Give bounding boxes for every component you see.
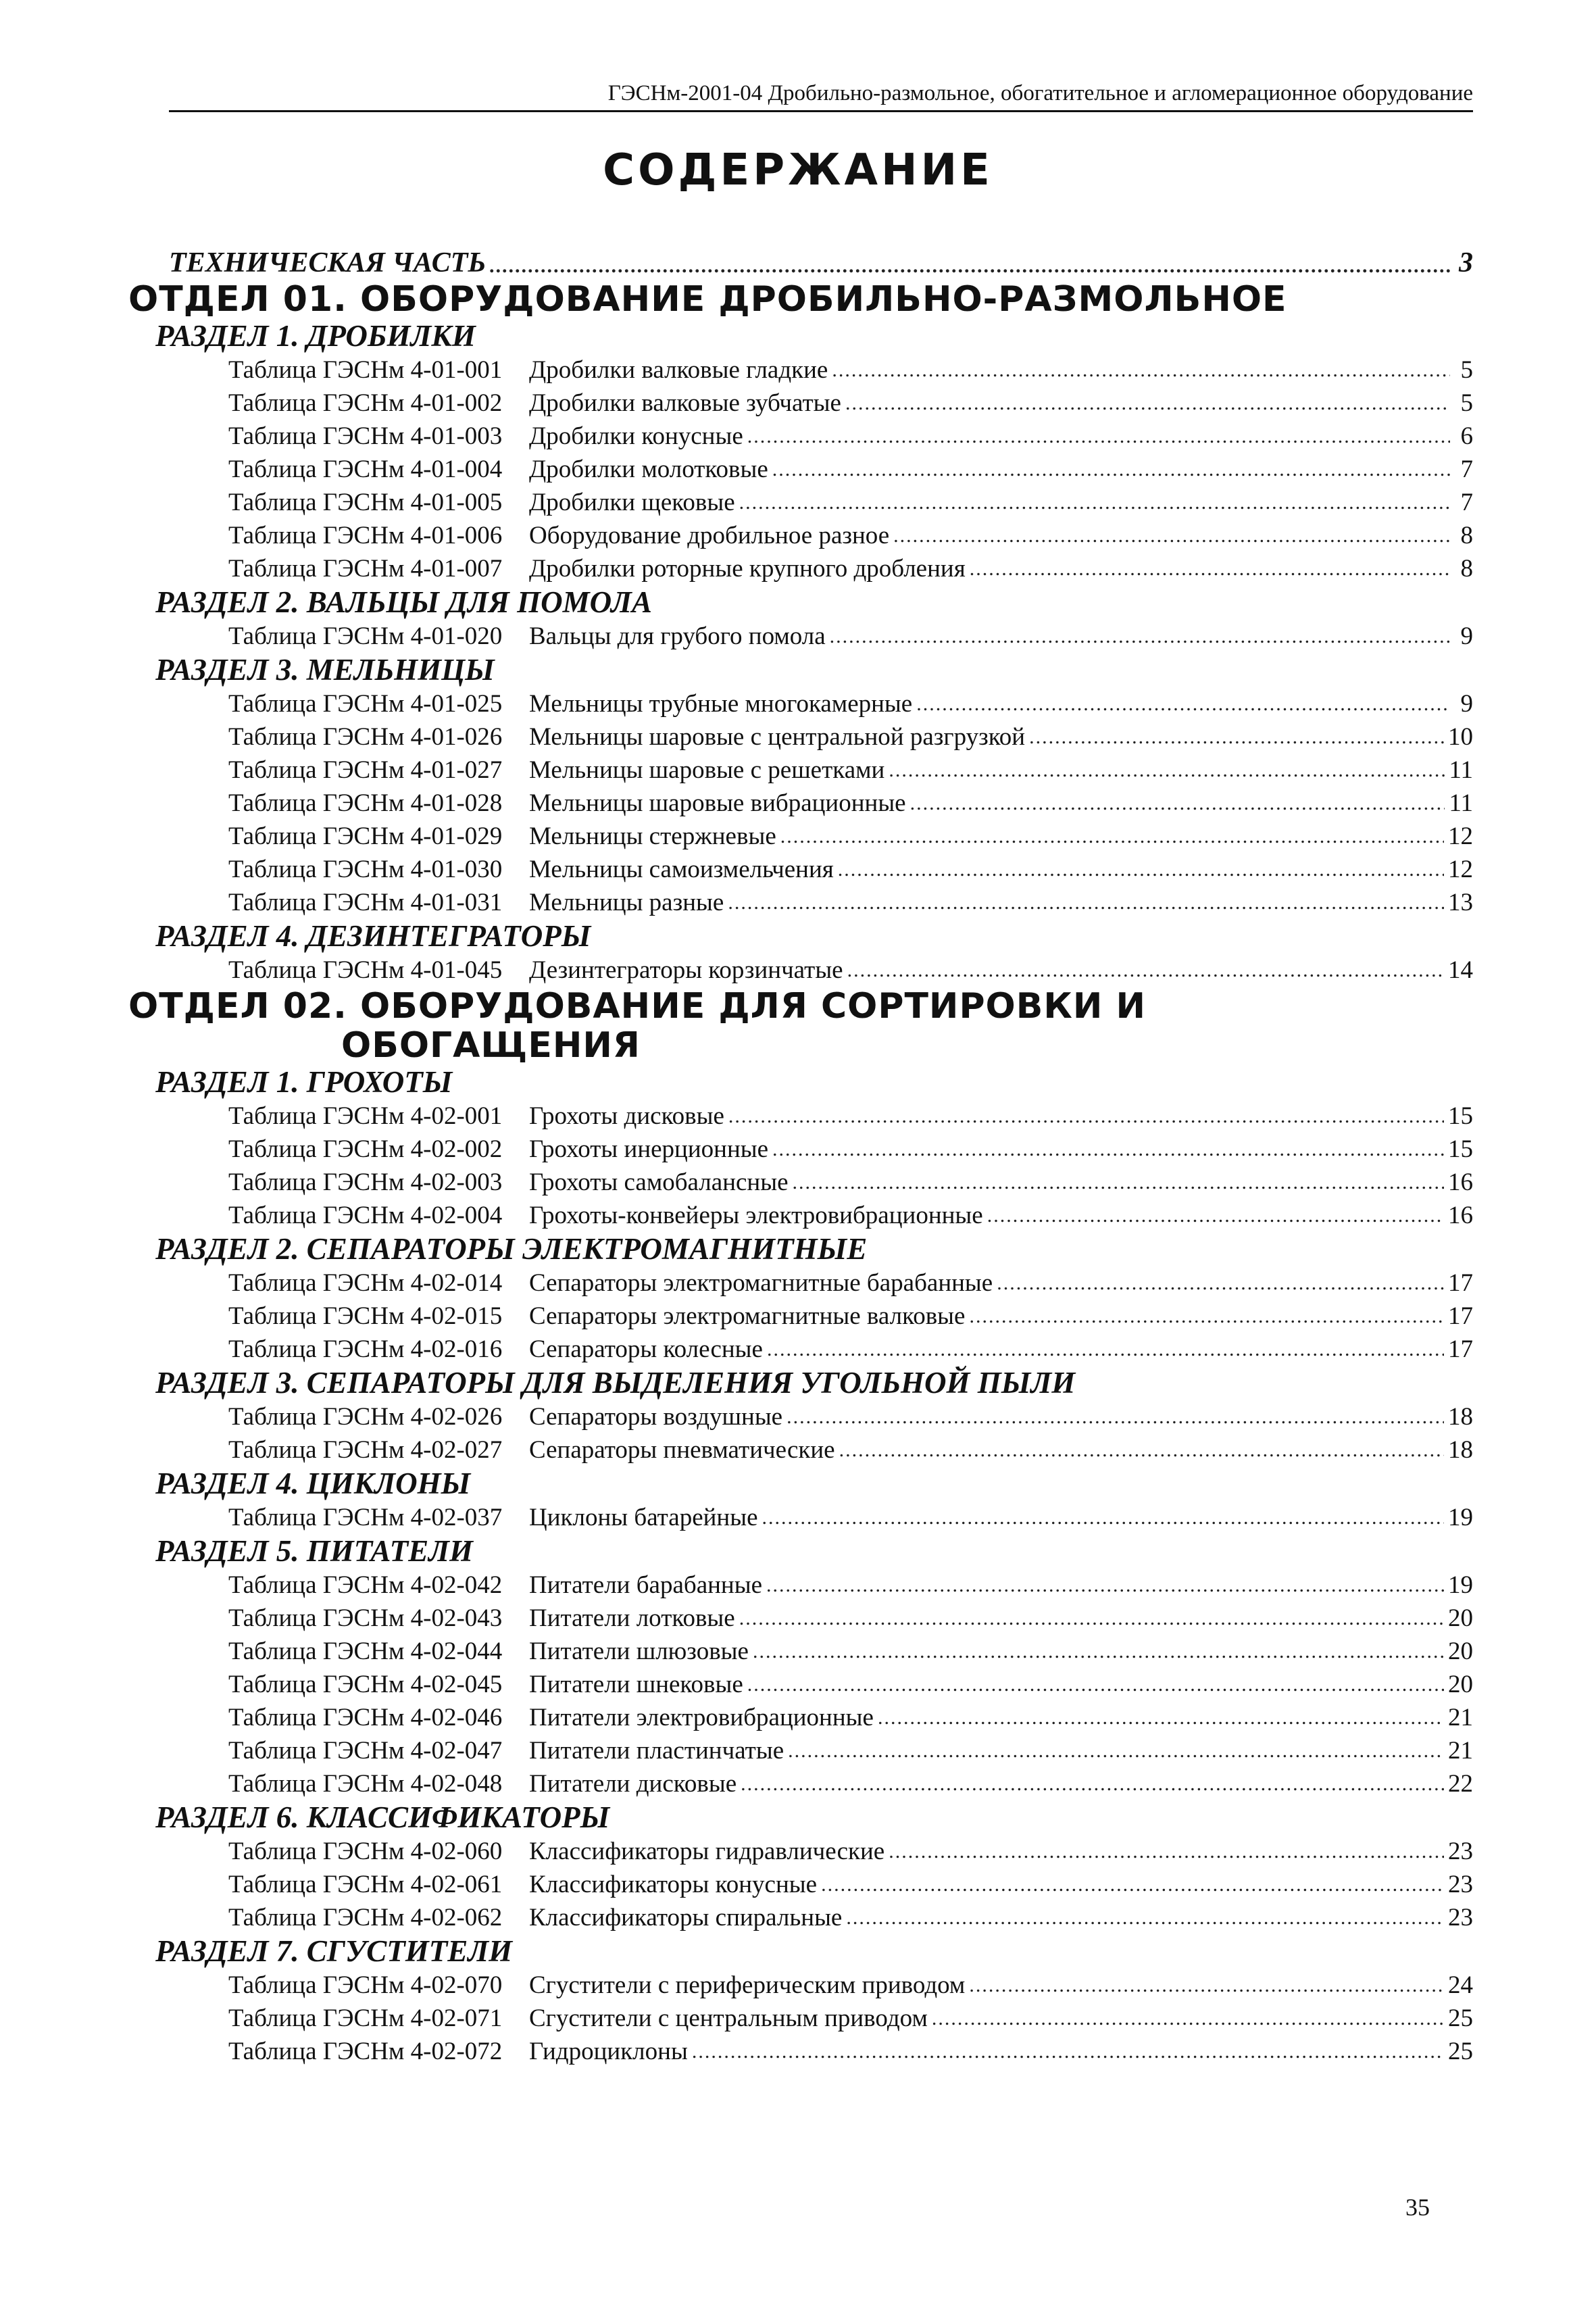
toc-page-ref: 18 [1448, 1403, 1473, 1431]
toc-entry-table-code: Таблица ГЭСНм 4-01-020 [228, 622, 503, 650]
toc-dot-leader [741, 1767, 1444, 1800]
subsection-heading-razdel[interactable]: РАЗДЕЛ 4. ДЕЗИНТЕГРАТОРЫ [155, 919, 591, 953]
toc-entry[interactable] [169, 2035, 1473, 2068]
toc-entry-title: Грохоты дисковые [529, 1102, 724, 1130]
toc-entry[interactable] [169, 1901, 1473, 1934]
toc-dot-leader [772, 1133, 1444, 1166]
toc-dot-leader [846, 1901, 1444, 1934]
toc-dot-leader [845, 387, 1450, 420]
toc-page-ref: 7 [1460, 456, 1473, 483]
toc-page-ref: 21 [1448, 1704, 1473, 1731]
toc-entry[interactable] [169, 1569, 1473, 1602]
toc-entry[interactable] [169, 453, 1473, 486]
toc-entry-title: Сгустители с центральным приводом [529, 2004, 928, 2032]
toc-entry[interactable] [169, 2002, 1473, 2035]
toc-dot-leader [753, 1635, 1444, 1668]
toc-entry[interactable] [169, 1400, 1473, 1433]
toc-entry-title: Сепараторы электромагнитные барабанные [529, 1269, 993, 1297]
toc-dot-leader [728, 886, 1444, 919]
subsection-heading-razdel[interactable]: РАЗДЕЛ 6. КЛАССИФИКАТОРЫ [155, 1800, 610, 1834]
toc-page-ref: 18 [1448, 1436, 1473, 1464]
toc-entry-title: Дробилки роторные крупного дробления [529, 555, 966, 583]
toc-dot-leader [767, 1333, 1444, 1366]
toc-technical-part-label: ТЕХНИЧЕСКАЯ ЧАСТЬ [169, 247, 487, 278]
toc-entry-title: Мельницы шаровые с центральной разгрузкой [529, 723, 1026, 751]
toc-entry-table-code: Таблица ГЭСНм 4-01-001 [228, 356, 503, 384]
toc-page-ref: 20 [1448, 1671, 1473, 1698]
toc-entry[interactable] [169, 787, 1473, 820]
toc-entry-table-code: Таблица ГЭСНм 4-01-029 [228, 822, 503, 850]
subsection-heading-razdel[interactable]: РАЗДЕЛ 4. ЦИКЛОНЫ [155, 1467, 471, 1500]
toc-entry-table-code: Таблица ГЭСНм 4-02-047 [228, 1737, 503, 1765]
toc-dot-leader [932, 2002, 1444, 2035]
toc-entry-title: Грохоты-конвейеры электровибрационные [529, 1202, 983, 1229]
toc-entry-table-code: Таблица ГЭСНм 4-01-006 [228, 522, 503, 549]
toc-entry-table-code: Таблица ГЭСНм 4-02-061 [228, 1871, 503, 1898]
toc-entry-title: Классификаторы гидравлические [529, 1838, 885, 1865]
toc-entry-table-code: Таблица ГЭСНм 4-02-002 [228, 1135, 503, 1163]
toc-entry-table-code: Таблица ГЭСНм 4-01-005 [228, 489, 503, 516]
toc-dot-leader [728, 1100, 1444, 1133]
toc-entry-title: Циклоны батарейные [529, 1504, 758, 1531]
toc-entry-title: Оборудование дробильное разное [529, 522, 890, 549]
toc-dot-leader [762, 1501, 1444, 1534]
toc-dot-leader [787, 1400, 1444, 1433]
toc-entry-table-code: Таблица ГЭСНм 4-02-003 [228, 1168, 503, 1196]
subsection-heading-razdel[interactable]: РАЗДЕЛ 2. СЕПАРАТОРЫ ЭЛЕКТРОМАГНИТНЫЕ [155, 1232, 868, 1266]
toc-entry-table-code: Таблица ГЭСНм 4-02-015 [228, 1302, 503, 1330]
toc-page-ref: 25 [1448, 2038, 1473, 2065]
toc-entry[interactable] [169, 353, 1473, 387]
toc-dot-leader [772, 453, 1450, 486]
toc-dot-leader [889, 1835, 1444, 1868]
section-heading-otdel[interactable]: ОБОГАЩЕНИЯ [341, 1025, 641, 1066]
toc-dot-leader [830, 620, 1450, 653]
toc-entry[interactable] [169, 1969, 1473, 2002]
toc-page-ref: 10 [1448, 723, 1473, 751]
toc-entry[interactable] [169, 387, 1473, 420]
toc-entry-table-code: Таблица ГЭСНм 4-02-060 [228, 1838, 503, 1865]
toc-entry-title: Классификаторы конусные [529, 1871, 818, 1898]
toc-entry-title: Сепараторы воздушные [529, 1403, 783, 1431]
toc-entry-title: Дезинтеграторы корзинчатые [529, 956, 843, 984]
subsection-heading-razdel[interactable]: РАЗДЕЛ 3. СЕПАРАТОРЫ ДЛЯ ВЫДЕЛЕНИЯ УГОЛЬНОЙ ПЫЛИ [155, 1366, 1076, 1400]
toc-entry-title: Питатели шнековые [529, 1671, 743, 1698]
toc-entry[interactable] [169, 1166, 1473, 1199]
toc-dot-leader [969, 1969, 1444, 2002]
toc-entry[interactable] [169, 1602, 1473, 1635]
toc-entry[interactable] [169, 1835, 1473, 1868]
toc-body [128, 279, 1473, 2068]
toc-entry-table-code: Таблица ГЭСНм 4-02-044 [228, 1638, 503, 1665]
toc-entry-table-code: Таблица ГЭСНм 4-02-072 [228, 2038, 503, 2065]
toc-page-ref: 13 [1448, 889, 1473, 916]
toc-entry-table-code: Таблица ГЭСНм 4-01-027 [228, 756, 503, 784]
toc-entry-title: Мельницы шаровые с решетками [529, 756, 885, 784]
toc-dot-leader [847, 954, 1444, 987]
running-header: ГЭСНм-2001-04 Дробильно-размольное, обогатительное и агломерационное оборудование [169, 81, 1473, 112]
toc-page-ref: 23 [1448, 1904, 1473, 1931]
toc-entry-table-code: Таблица ГЭСНм 4-02-001 [228, 1102, 503, 1130]
toc-entry-table-code: Таблица ГЭСНм 4-01-028 [228, 789, 503, 817]
subsection-heading-razdel[interactable]: РАЗДЕЛ 2. ВАЛЬЦЫ ДЛЯ ПОМОЛА [155, 585, 652, 619]
toc-entry-title: Классификаторы спиральные [529, 1904, 843, 1931]
toc-page-ref: 15 [1448, 1102, 1473, 1130]
toc-dot-leader [739, 486, 1450, 519]
toc-entry-title: Питатели дисковые [529, 1770, 737, 1798]
toc-page-ref: 9 [1460, 622, 1473, 650]
toc-entry-table-code: Таблица ГЭСНм 4-02-037 [228, 1504, 503, 1531]
toc-entry-table-code: Таблица ГЭСНм 4-01-026 [228, 723, 503, 751]
toc-entry-table-code: Таблица ГЭСНм 4-01-030 [228, 856, 503, 883]
toc-entry[interactable] [169, 1701, 1473, 1734]
toc-entry-title: Питатели лотковые [529, 1604, 735, 1632]
toc-entry-table-code: Таблица ГЭСНм 4-02-042 [228, 1571, 503, 1599]
toc-entry[interactable] [169, 687, 1473, 720]
toc-page-ref: 17 [1448, 1335, 1473, 1363]
toc-dot-leader [747, 1668, 1444, 1701]
toc-technical-part[interactable] [169, 247, 1473, 280]
toc-entry-title: Грохоты самобалансные [529, 1168, 789, 1196]
toc-entry[interactable] [169, 1501, 1473, 1534]
subsection-heading-razdel[interactable]: РАЗДЕЛ 7. СГУСТИТЕЛИ [155, 1934, 513, 1968]
toc-entry-table-code: Таблица ГЭСНм 4-02-043 [228, 1604, 503, 1632]
toc-page-ref: 23 [1448, 1838, 1473, 1865]
toc-page-ref: 5 [1460, 356, 1473, 384]
toc-dot-leader [916, 687, 1450, 720]
toc-entry[interactable] [169, 1635, 1473, 1668]
toc-page-ref: 12 [1448, 856, 1473, 883]
toc-page-ref: 17 [1448, 1302, 1473, 1330]
toc-page-ref: 6 [1460, 422, 1473, 450]
toc-entry-title: Мельницы шаровые вибрационные [529, 789, 906, 817]
toc-dot-leader [1029, 720, 1444, 754]
toc-dot-leader [739, 1602, 1444, 1635]
toc-entry-table-code: Таблица ГЭСНм 4-01-031 [228, 889, 503, 916]
toc-entry-title: Сгустители с периферическим приводом [529, 1971, 966, 1999]
subsection-heading-razdel[interactable]: РАЗДЕЛ 3. МЕЛЬНИЦЫ [155, 653, 495, 687]
subsection-heading-razdel[interactable]: РАЗДЕЛ 1. ГРОХОТЫ [155, 1065, 453, 1099]
toc-dot-leader [490, 253, 1450, 280]
toc-entry-table-code: Таблица ГЭСНм 4-02-071 [228, 2004, 503, 2032]
toc-dot-leader [910, 787, 1445, 820]
toc-entry[interactable] [169, 820, 1473, 853]
toc-page-ref: 19 [1448, 1571, 1473, 1599]
toc-page-ref: 11 [1449, 756, 1473, 784]
toc-dot-leader [889, 754, 1445, 787]
toc-entry-table-code: Таблица ГЭСНм 4-02-027 [228, 1436, 503, 1464]
toc-entry[interactable] [169, 420, 1473, 453]
toc-entry-table-code: Таблица ГЭСНм 4-02-062 [228, 1904, 503, 1931]
toc-entry[interactable] [169, 1767, 1473, 1800]
toc-entry[interactable] [169, 954, 1473, 987]
toc-entry[interactable] [169, 1433, 1473, 1467]
toc-entry-title: Дробилки молотковые [529, 456, 768, 483]
toc-entry-table-code: Таблица ГЭСНм 4-02-070 [228, 1971, 503, 1999]
toc-dot-leader [969, 1300, 1444, 1333]
toc-dot-leader [970, 552, 1450, 585]
toc-entry-title: Сепараторы пневматические [529, 1436, 835, 1464]
toc-page-ref: 20 [1448, 1604, 1473, 1632]
toc-entry-table-code: Таблица ГЭСНм 4-02-045 [228, 1671, 503, 1698]
toc-entry[interactable] [169, 1734, 1473, 1767]
toc-page-ref: 24 [1448, 1971, 1473, 1999]
toc-entry-table-code: Таблица ГЭСНм 4-02-016 [228, 1335, 503, 1363]
toc-page-ref: 3 [1459, 247, 1473, 278]
toc-dot-leader [878, 1701, 1444, 1734]
toc-entry[interactable] [169, 754, 1473, 787]
toc-page-ref: 11 [1449, 789, 1473, 817]
toc-entry-table-code: Таблица ГЭСНм 4-02-004 [228, 1202, 503, 1229]
toc-entry-title: Мельницы разные [529, 889, 724, 916]
toc-page-ref: 17 [1448, 1269, 1473, 1297]
toc-entry-title: Сепараторы колесные [529, 1335, 763, 1363]
toc-dot-leader [747, 420, 1450, 453]
toc-entry-title: Питатели шлюзовые [529, 1638, 749, 1665]
toc-entry[interactable] [169, 620, 1473, 653]
toc-entry[interactable] [169, 1100, 1473, 1133]
toc-entry-title: Питатели пластинчатые [529, 1737, 784, 1765]
toc-entry-table-code: Таблица ГЭСНм 4-01-045 [228, 956, 503, 984]
toc-page-ref: 25 [1448, 2004, 1473, 2032]
toc-entry[interactable] [169, 853, 1473, 886]
toc-entry[interactable] [169, 552, 1473, 585]
toc-entry-title: Дробилки щековые [529, 489, 735, 516]
toc-dot-leader [766, 1569, 1444, 1602]
toc-dot-leader [839, 1433, 1444, 1467]
toc-entry-table-code: Таблица ГЭСНм 4-02-026 [228, 1403, 503, 1431]
toc-dot-leader [997, 1266, 1444, 1300]
toc-dot-leader [692, 2035, 1444, 2068]
page-title: СОДЕРЖАНИЕ [603, 145, 993, 195]
toc-entry-title: Мельницы стержневые [529, 822, 776, 850]
toc-page-ref: 16 [1448, 1168, 1473, 1196]
toc-page-ref: 5 [1460, 389, 1473, 417]
toc-entry[interactable] [169, 1868, 1473, 1901]
toc-page-ref: 19 [1448, 1504, 1473, 1531]
toc-entry-title: Гидроциклоны [529, 2038, 688, 2065]
toc-entry-title: Дробилки валковые зубчатые [529, 389, 841, 417]
toc-entry-table-code: Таблица ГЭСНм 4-01-007 [228, 555, 503, 583]
toc-page-ref: 23 [1448, 1871, 1473, 1898]
toc-entry[interactable] [169, 720, 1473, 754]
toc-page-ref: 22 [1448, 1770, 1473, 1798]
toc-entry[interactable] [169, 1199, 1473, 1232]
toc-entry-title: Дробилки валковые гладкие [529, 356, 828, 384]
table-of-contents [128, 247, 1473, 2068]
toc-entry[interactable] [169, 1333, 1473, 1366]
toc-dot-leader [793, 1166, 1445, 1199]
page-number: 35 [1405, 2194, 1430, 2221]
toc-dot-leader [987, 1199, 1444, 1232]
toc-entry-table-code: Таблица ГЭСНм 4-01-003 [228, 422, 503, 450]
section-heading-otdel[interactable]: ОТДЕЛ 01. ОБОРУДОВАНИЕ ДРОБИЛЬНО-РАЗМОЛЬНОЕ [128, 279, 1287, 320]
toc-entry-table-code: Таблица ГЭСНм 4-02-046 [228, 1704, 503, 1731]
section-heading-otdel[interactable]: ОТДЕЛ 02. ОБОРУДОВАНИЕ ДЛЯ СОРТИРОВКИ И [128, 986, 1147, 1027]
toc-entry[interactable] [169, 1133, 1473, 1166]
toc-dot-leader [780, 820, 1444, 853]
toc-entry-title: Вальцы для грубого помола [529, 622, 826, 650]
toc-page-ref: 21 [1448, 1737, 1473, 1765]
toc-entry-title: Грохоты инерционные [529, 1135, 769, 1163]
toc-page-ref: 14 [1448, 956, 1473, 984]
toc-entry-title: Питатели электровибрационные [529, 1704, 874, 1731]
toc-dot-leader [788, 1734, 1444, 1767]
toc-entry-title: Мельницы самоизмельчения [529, 856, 834, 883]
toc-entry-table-code: Таблица ГЭСНм 4-02-048 [228, 1770, 503, 1798]
toc-dot-leader [832, 353, 1450, 387]
toc-page-ref: 7 [1460, 489, 1473, 516]
toc-entry-table-code: Таблица ГЭСНм 4-01-002 [228, 389, 503, 417]
toc-entry[interactable] [169, 1668, 1473, 1701]
toc-dot-leader [838, 853, 1444, 886]
toc-entry-table-code: Таблица ГЭСНм 4-01-004 [228, 456, 503, 483]
toc-entry[interactable] [169, 1300, 1473, 1333]
toc-entry-title: Дробилки конусные [529, 422, 743, 450]
toc-page-ref: 8 [1460, 555, 1473, 583]
toc-page-ref: 16 [1448, 1202, 1473, 1229]
subsection-heading-razdel[interactable]: РАЗДЕЛ 5. ПИТАТЕЛИ [155, 1534, 474, 1568]
toc-page-ref: 8 [1460, 522, 1473, 549]
toc-entry-title: Питатели барабанные [529, 1571, 763, 1599]
toc-entry-title: Мельницы трубные многокамерные [529, 690, 913, 718]
toc-entry[interactable] [169, 486, 1473, 519]
toc-page-ref: 20 [1448, 1638, 1473, 1665]
toc-dot-leader [893, 519, 1450, 552]
toc-entry[interactable] [169, 1266, 1473, 1300]
toc-entry[interactable] [169, 886, 1473, 919]
subsection-heading-razdel[interactable]: РАЗДЕЛ 1. ДРОБИЛКИ [155, 319, 476, 353]
toc-page-ref: 15 [1448, 1135, 1473, 1163]
toc-entry[interactable] [169, 519, 1473, 552]
toc-page-ref: 9 [1460, 690, 1473, 718]
toc-entry-table-code: Таблица ГЭСНм 4-01-025 [228, 690, 503, 718]
toc-entry-table-code: Таблица ГЭСНм 4-02-014 [228, 1269, 503, 1297]
toc-dot-leader [821, 1868, 1444, 1901]
toc-page-ref: 12 [1448, 822, 1473, 850]
toc-entry-title: Сепараторы электромагнитные валковые [529, 1302, 966, 1330]
